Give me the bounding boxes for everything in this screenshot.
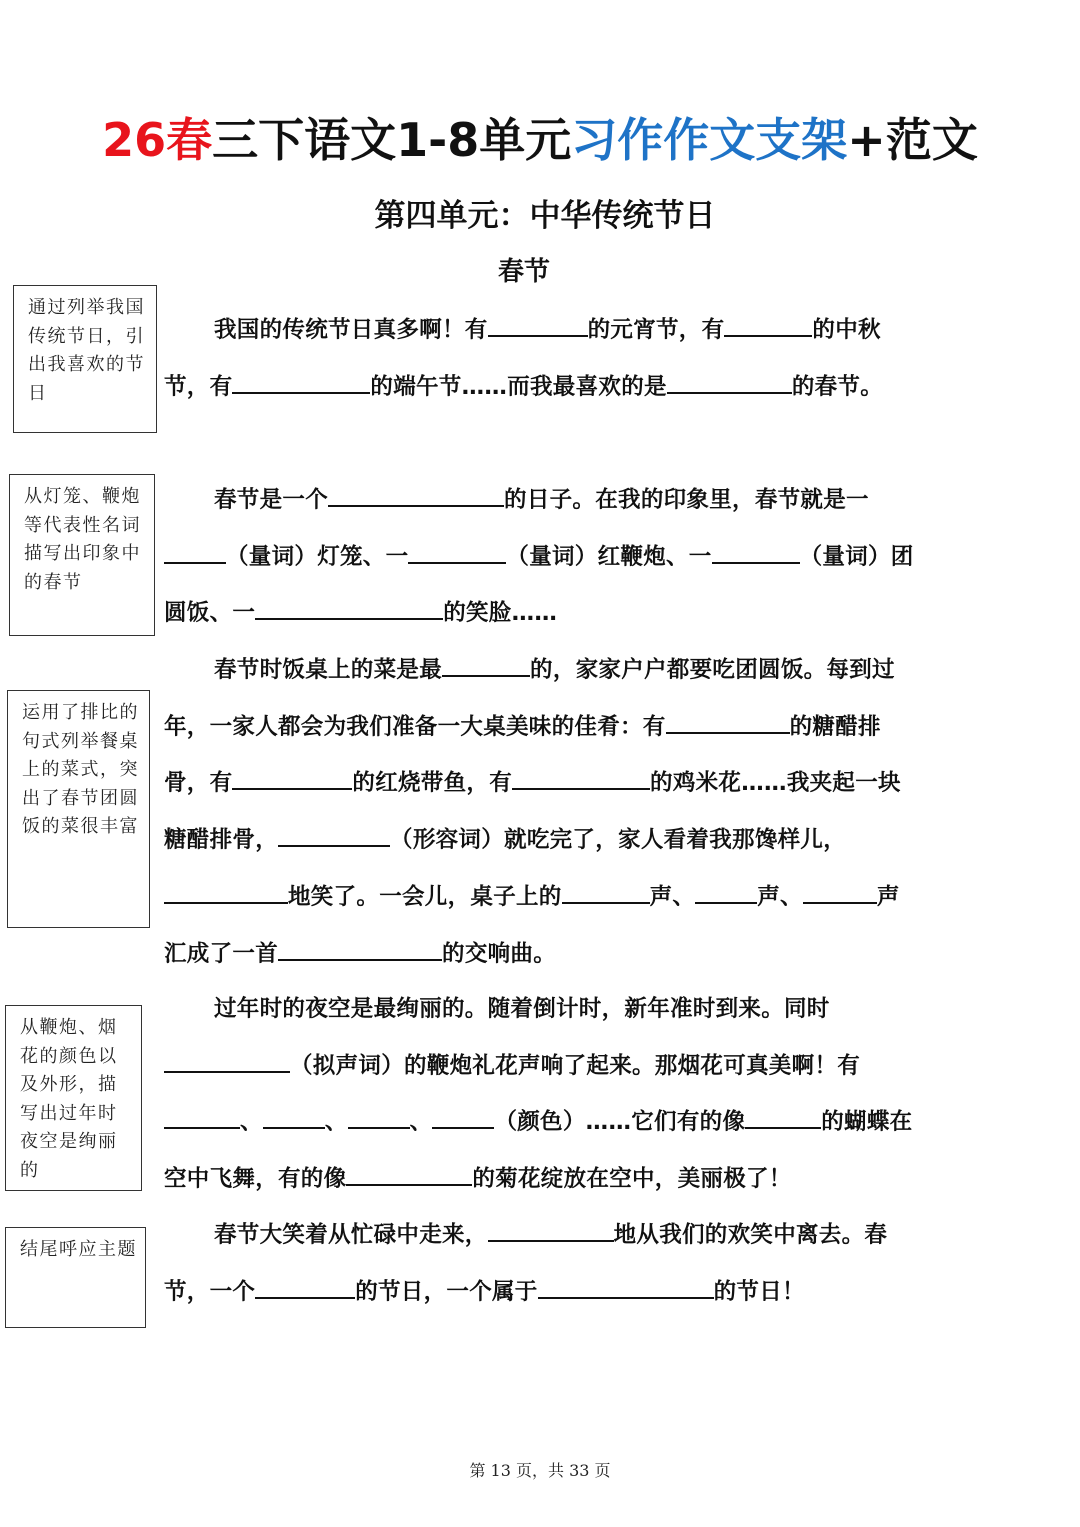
note-impression: 从灯笼、鞭炮等代表性名词描写出印象中的春节 (9, 474, 155, 636)
p5-text-2: 地从我们的欢笑中离去。春节，一个 (164, 1222, 888, 1305)
essay-title: 春节 (497, 257, 550, 287)
blank-field[interactable] (432, 1107, 494, 1129)
title-sample: +范文 (847, 113, 978, 167)
blank-field[interactable] (278, 939, 442, 961)
p4-text-4: 、 (324, 1109, 348, 1136)
p3-text-3: 的糖醋排骨，有 (164, 713, 881, 797)
blank-field[interactable] (232, 768, 352, 790)
blank-field[interactable] (255, 1277, 355, 1299)
blank-field[interactable] (712, 542, 800, 564)
blank-field[interactable] (803, 882, 877, 904)
p4-text-2: （拟声词）的鞭炮礼花声响了起来。那烟花可真美啊！有 (290, 1052, 861, 1079)
blank-field[interactable] (442, 655, 530, 677)
paragraph-5 (164, 1207, 918, 1320)
title-grade-units: 三下语文1-8单元 (212, 113, 572, 167)
blank-field[interactable] (488, 315, 588, 337)
blank-field[interactable] (164, 542, 226, 564)
paragraph-4 (164, 981, 918, 1208)
blank-field[interactable] (255, 598, 443, 620)
blank-field[interactable] (408, 542, 506, 564)
p1-text-2: 的元宵节，有 (587, 317, 725, 343)
p4-text-8: 的菊花绽放在空中，美丽极了！ (472, 1166, 792, 1193)
p3-text-10: 声汇成了一首 (164, 883, 900, 967)
p5-text-4: 的节日！ (713, 1278, 805, 1305)
p1-text-4: 的端午节……而我最喜欢的是 (370, 373, 667, 400)
p4-text-6: （颜色）……它们有的像 (494, 1109, 746, 1136)
p3-text-9: 声、 (757, 883, 803, 910)
p3-text-5: 的鸡米花……我夹起一块糖醋排骨， (164, 770, 901, 854)
blank-field[interactable] (724, 315, 812, 337)
p2-text-3: （量词）灯笼、一 (226, 543, 409, 570)
blank-field[interactable] (164, 1107, 240, 1129)
note-ending: 结尾呼应主题 (5, 1227, 146, 1328)
p3-text-4: 的红烧带鱼，有 (352, 770, 513, 797)
blank-field[interactable] (695, 882, 757, 904)
p2-text-6: 的笑脸…… (443, 600, 558, 627)
p4-text-3: 、 (240, 1109, 263, 1136)
blank-field[interactable] (512, 768, 650, 790)
title-season: 26春 (102, 113, 213, 167)
blank-field[interactable] (164, 882, 288, 904)
p3-text-8: 声、 (649, 883, 696, 910)
blank-field[interactable] (667, 372, 792, 394)
p2-text-5: （量词）团圆饭、一 (164, 543, 914, 627)
blank-field[interactable] (346, 1164, 472, 1186)
paragraph-3 (164, 642, 918, 982)
p4-text-5: 、 (409, 1109, 433, 1136)
p3-text-11: 的交响曲。 (442, 940, 557, 967)
blank-field[interactable] (348, 1107, 410, 1129)
blank-field[interactable] (278, 825, 390, 847)
blank-field[interactable] (488, 1220, 614, 1242)
note-intro: 通过列举我国传统节日，引出我喜欢的节日 (13, 285, 157, 433)
blank-field[interactable] (562, 882, 650, 904)
blank-field[interactable] (263, 1107, 325, 1129)
paragraph-2 (164, 472, 918, 642)
blank-field[interactable] (164, 1051, 290, 1073)
blank-field[interactable] (538, 1277, 714, 1299)
title-framework: 习作作文支架 (571, 113, 848, 167)
blank-field[interactable] (666, 712, 790, 734)
p4-text-7: 的蝴蝶在空中飞舞，有的像 (164, 1109, 913, 1193)
blank-field[interactable] (745, 1107, 821, 1129)
p3-text-2: 的，家家户户都要吃团圆饭。每到过年，一家人都会为我们准备一大桌美味的佳肴：有 (164, 657, 895, 740)
p2-text-2: 的日子。在我的印象里，春节就是一 (504, 487, 869, 513)
p1-text-3: 的中秋节，有 (164, 317, 881, 400)
p5-text-3: 的节日，一个属于 (355, 1278, 538, 1305)
unit-title: 第四单元：中华传统节日 (374, 198, 716, 234)
note-feast: 运用了排比的句式列举餐桌上的菜式，突出了春节团圆饭的菜很丰富 (7, 690, 150, 928)
p2-text-1: 春节是一个 (214, 487, 329, 513)
p2-text-4: （量词）红鞭炮、一 (506, 543, 712, 570)
p3-text-7: 地笑了。一会儿，桌子上的 (288, 883, 562, 910)
p4-text-1: 过年时的夜空是最绚丽的。随着倒计时，新年准时到来。同时 (214, 996, 830, 1022)
p3-text-1: 春节时饭桌上的菜是最 (214, 657, 443, 683)
document-title (0, 108, 1080, 172)
p1-text-5: 的春节。 (791, 373, 884, 400)
p3-text-6: （形容词）就吃完了，家人看着我那馋样儿， (390, 827, 847, 854)
paragraph-1 (164, 302, 918, 415)
blank-field[interactable] (232, 372, 370, 394)
p5-text-1: 春节大笑着从忙碌中走来， (214, 1222, 488, 1248)
blank-field[interactable] (328, 485, 504, 507)
note-night-sky: 从鞭炮、烟花的颜色以及外形，描写出过年时夜空是绚丽的 (5, 1005, 142, 1191)
page-number: 第 13 页，共 33 页 (469, 1461, 611, 1480)
p1-text-1: 我国的传统节日真多啊！有 (214, 317, 488, 343)
